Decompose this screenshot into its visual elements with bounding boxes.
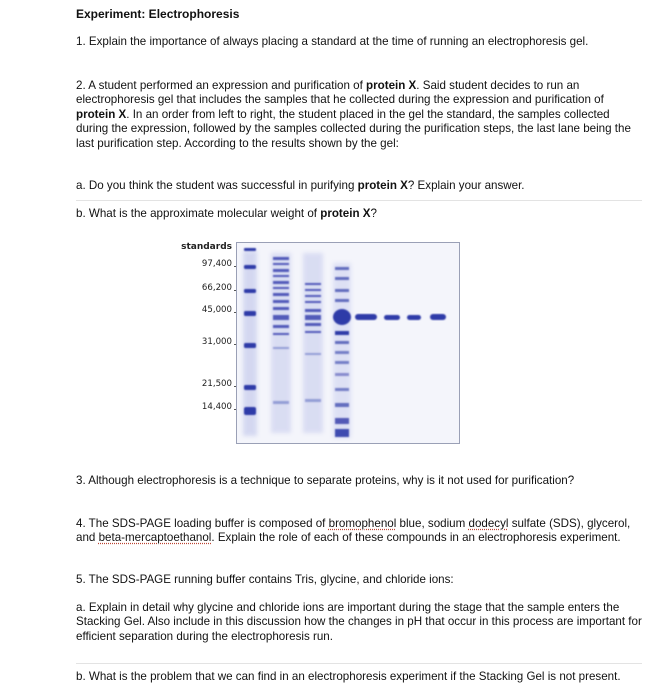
marker-label-66200: 66,200 bbox=[201, 283, 232, 293]
q2-text-1: 2. A student performed an expression and purification of bbox=[76, 79, 367, 92]
marker-label-14400: 14,400 bbox=[201, 402, 232, 412]
protein-x-band-lane4 bbox=[333, 309, 351, 325]
lane-smear bbox=[303, 253, 323, 433]
protein-x-band-lane8 bbox=[430, 314, 446, 320]
q4-term-bromophenol: bromophenol bbox=[328, 517, 397, 530]
marker-label-21500: 21,500 bbox=[201, 379, 232, 389]
marker-label-31000: 31,000 bbox=[201, 337, 232, 347]
std-band-66200 bbox=[244, 289, 256, 293]
lane-smear bbox=[271, 253, 291, 433]
q2-text-2: . Said student decides to run an electrophoresis gel that includes the samples that he collected during the expression and purification of bbox=[76, 79, 604, 107]
divider bbox=[76, 200, 642, 201]
q4-text-4: . Explain the role of each of these compounds in an electrophoresis experiment. bbox=[211, 531, 621, 545]
gel-lanes bbox=[237, 243, 459, 443]
gel-figure bbox=[176, 238, 466, 446]
q2-protein-x-1: protein X bbox=[366, 79, 417, 92]
standards-label: standards bbox=[181, 242, 232, 252]
q2a-text-2: ? Explain your answer. bbox=[407, 179, 525, 192]
q2a-text-1: a. Do you think the student was successful in purifying bbox=[76, 179, 358, 192]
q4-text-1: 4. The SDS-PAGE loading buffer is composed of bbox=[76, 517, 329, 530]
q2b-text-1: b. What is the approximate molecular weight of bbox=[76, 207, 321, 220]
std-band-14400 bbox=[244, 407, 256, 415]
std-band-97400 bbox=[244, 265, 256, 269]
q2a-protein-x: protein X bbox=[357, 179, 408, 192]
question-2a bbox=[76, 179, 642, 193]
question-1: 1. Explain the importance of always placing a standard at the time of running an electrophoresis gel. bbox=[76, 35, 589, 48]
divider bbox=[76, 663, 642, 664]
q4-text-2: blue, sodium bbox=[396, 517, 469, 530]
question-2 bbox=[76, 79, 642, 151]
question-4 bbox=[76, 517, 642, 546]
question-2b bbox=[76, 207, 642, 221]
q4-term-beta-mercaptoethanol: beta-mercaptoethanol bbox=[98, 531, 212, 545]
q2-protein-x-2: protein X bbox=[76, 107, 127, 121]
question-3: 3. Although electrophoresis is a technique to separate proteins, why is it not used for purification? bbox=[76, 474, 575, 487]
protein-x-band-lane5 bbox=[355, 314, 377, 320]
gel-image bbox=[236, 242, 460, 444]
question-5b: b. What is the problem that we can find in an electrophoresis experiment if the Stacking Gel is not present. bbox=[76, 670, 621, 683]
marker-label-97400: 97,400 bbox=[201, 259, 232, 269]
marker-label-45000: 45,000 bbox=[201, 305, 232, 315]
question-5: 5. The SDS-PAGE running buffer contains Tris, glycine, and chloride ions: bbox=[76, 573, 454, 586]
q2b-text-2: ? bbox=[370, 207, 377, 220]
q4-text-3: sulfate (SDS), glycerol, and bbox=[76, 517, 631, 545]
std-band-45000 bbox=[244, 311, 256, 316]
page-title: Experiment: Electrophoresis bbox=[76, 7, 240, 21]
protein-x-band-lane7 bbox=[407, 315, 421, 320]
std-band-top bbox=[244, 248, 256, 251]
q4-term-dodecyl: dodecyl bbox=[468, 517, 509, 530]
std-band-31000 bbox=[244, 343, 256, 348]
question-5a: a. Explain in detail why glycine and chloride ions are important during the stage that the sample enters the Stacking Gel. Also include in this discussion how the changes in pH that occur in this process are important for efficient separation during the electrophoresis run. bbox=[76, 601, 642, 643]
q2b-protein-x: protein X bbox=[320, 207, 371, 220]
std-band-21500 bbox=[244, 385, 256, 390]
protein-x-band-lane6 bbox=[384, 315, 400, 320]
q2-text-3: . In an order from left to right, the student placed in the gel the standard, the samples collected during the expression, followed by the samples collected during the purification steps, the last lane being the last purification step. According to the results shown by the gel: bbox=[76, 107, 631, 150]
